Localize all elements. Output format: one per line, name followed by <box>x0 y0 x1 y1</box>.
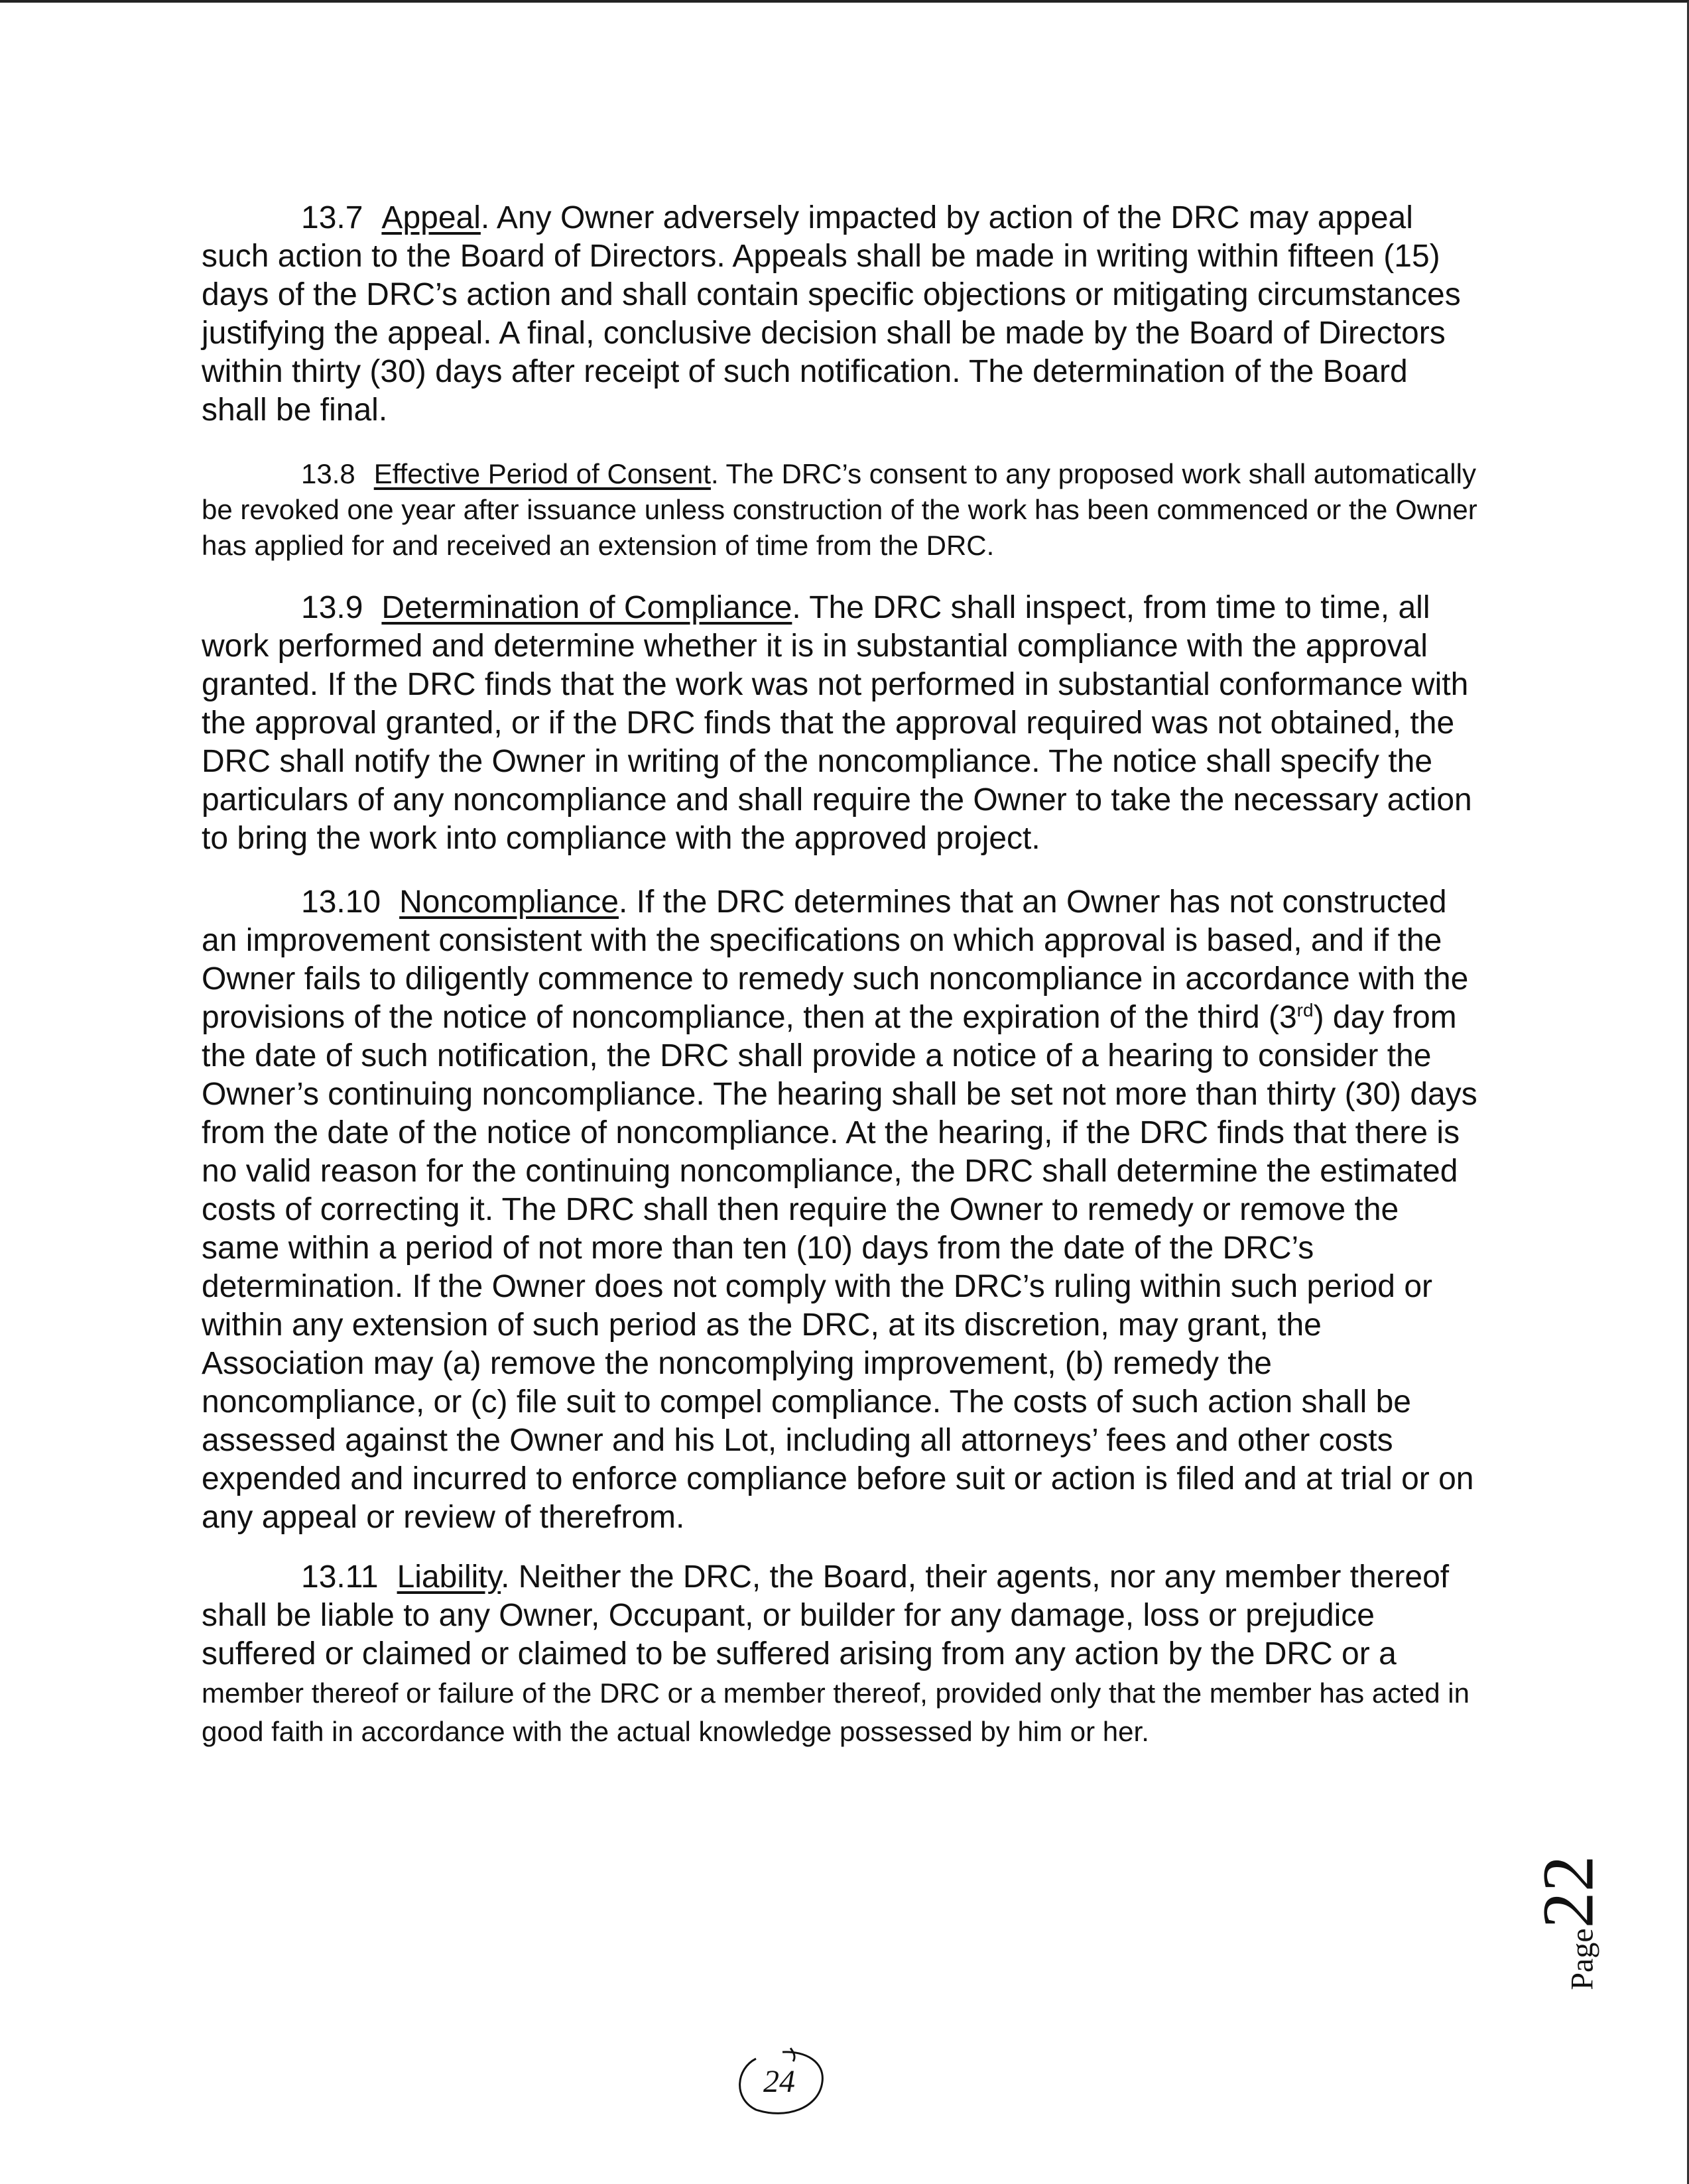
section-13-9 <box>202 589 1481 858</box>
section-body-small <box>202 1677 1470 1747</box>
handwritten-circle-icon <box>729 2045 829 2118</box>
handwritten-number: 24 <box>763 2064 795 2099</box>
section-body: . Neither the DRC, the Board, their agents, nor any member thereof shall be liable to any Owner, Occupant, or builder for any damage, loss or prejudice suffered or claimed or claimed to be suffered arising from any action by the DRC or a <box>202 1559 1450 1671</box>
section-body-small-text: member thereof or failure of the DRC or a member thereof, provided only that the member has acted in good faith in accordance with the actual knowledge possessed by him or her. <box>202 1677 1470 1747</box>
section-body: . Any Owner adversely impacted by action of the DRC may appeal such action to the Board of Directors. Appeals shall be made in writing within fifteen (15) days of the DRC’s action and shall contain specific objections or mitigating circumstances justifying the appeal. A final, conclusive decision shall be made by the Board of Directors within thirty (30) days after receipt of such notification. The determination of the Board shall be final. <box>202 200 1461 428</box>
page-number-rotated <box>1527 1855 1611 1990</box>
section-13-11 <box>202 1558 1481 1750</box>
section-title: Appeal <box>381 200 481 235</box>
section-number: 13.8 <box>301 458 355 489</box>
section-body: . The DRC shall inspect, from time to time, all work performed and determine whether it is in substantial compliance with the approval granted. If the DRC finds that the work was not performed in substantial conformance with the approval granted, or if the DRC finds that the approval required was not obtained, the DRC shall notify the Owner in writing of the noncompliance. The notice shall specify the particulars of any noncompliance and shall require the Owner to take the necessary action to bring the work into compliance with the approved project. <box>202 590 1472 856</box>
section-title: Effective Period of Consent <box>373 458 711 489</box>
page-number <box>1499 1856 1638 1989</box>
section-title: Noncompliance <box>399 884 619 920</box>
section-number: 13.10 <box>301 884 381 920</box>
section-13-7 <box>202 199 1481 430</box>
section-13-10 <box>202 883 1481 1537</box>
section-title: Determination of Compliance <box>381 590 792 625</box>
page-number-value: 22 <box>1527 1855 1609 1929</box>
section-number: 13.7 <box>301 200 363 235</box>
document-body <box>202 199 1481 1750</box>
ordinal-superscript: rd <box>1296 1000 1314 1020</box>
section-13-8 <box>202 456 1481 564</box>
section-body: . If the DRC determines that an Owner has not constructed an improvement consistent with the specifications on which approval is based, and if the Owner fails to diligently commence to remedy such noncompliance in accordance with the provisions of the notice of noncompliance, then at the expiration of the third (3 <box>202 884 1469 1035</box>
section-number: 13.11 <box>301 1559 379 1595</box>
section-title: Liability <box>397 1559 501 1595</box>
page-label: Page <box>1564 1928 1600 1990</box>
section-body: . The DRC’s consent to any proposed work shall automatically be revoked one year after issuance unless construction of the work has been commenced or the Owner has applied for and received an extension of time from the DRC. <box>202 458 1477 561</box>
handwritten-page-mark <box>729 2045 829 2118</box>
section-body-continued: ) day from the date of such notification, the DRC shall provide a notice of a hearing to consider the Owner’s continuing noncompliance. The hearing shall be set not more than thirty (30) days from the date of the notice of noncompliance. At the hearing, if the DRC finds that there is no valid reason for the continuing noncompliance, the DRC shall determine the estimated costs of correcting it. The DRC shall then require the Owner to remedy or remove the same within a period of not more than ten (10) days from the date of the DRC’s determination. If the Owner does not comply with the DRC’s ruling within such period or within any extension of such period as the DRC, at its discretion, may grant, the Association may (a) remove the noncomplying improvement, (b) remedy the noncompliance, or (c) file suit to compel compliance. The costs of such action shall be assessed against the Owner and his Lot, including all attorneys’ fees and other costs expended and incurred to enforce compliance before suit or action is filed and at trial or on any appeal or review of therefrom. <box>202 1000 1477 1535</box>
section-number: 13.9 <box>301 590 363 625</box>
